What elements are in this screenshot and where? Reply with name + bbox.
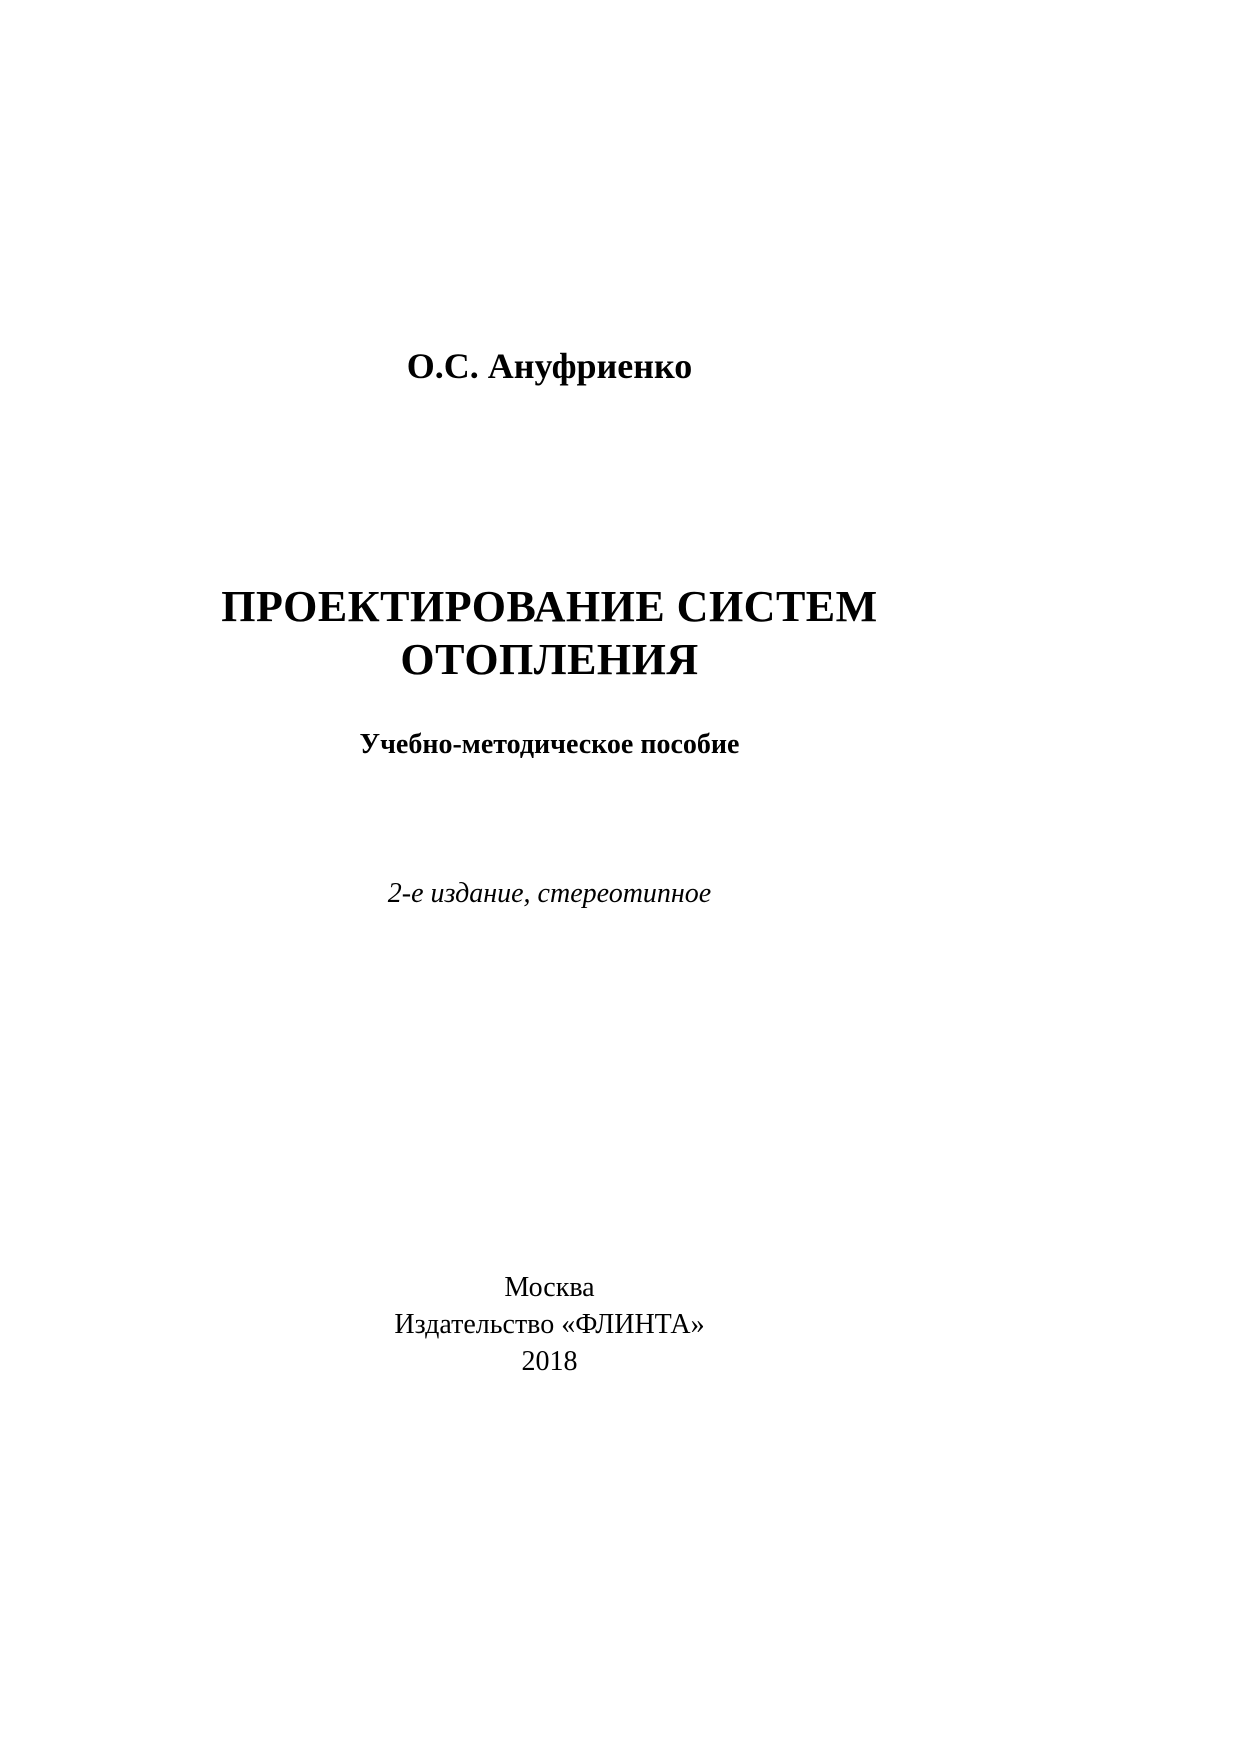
author-name: О.С. Ануфриенко xyxy=(406,346,693,386)
imprint-city: Москва xyxy=(504,1272,595,1303)
imprint-publisher: Издательство «ФЛИНТА» xyxy=(394,1309,705,1340)
book-title-line-2: ОТОПЛЕНИЯ xyxy=(400,635,699,684)
book-subtitle: Учебно-методическое пособие xyxy=(359,729,740,760)
edition-note: 2-е издание, стереотипное xyxy=(387,878,712,909)
imprint-year: 2018 xyxy=(521,1346,578,1377)
book-title-line-1: ПРОЕКТИРОВАНИЕ СИСТЕМ xyxy=(221,582,878,631)
